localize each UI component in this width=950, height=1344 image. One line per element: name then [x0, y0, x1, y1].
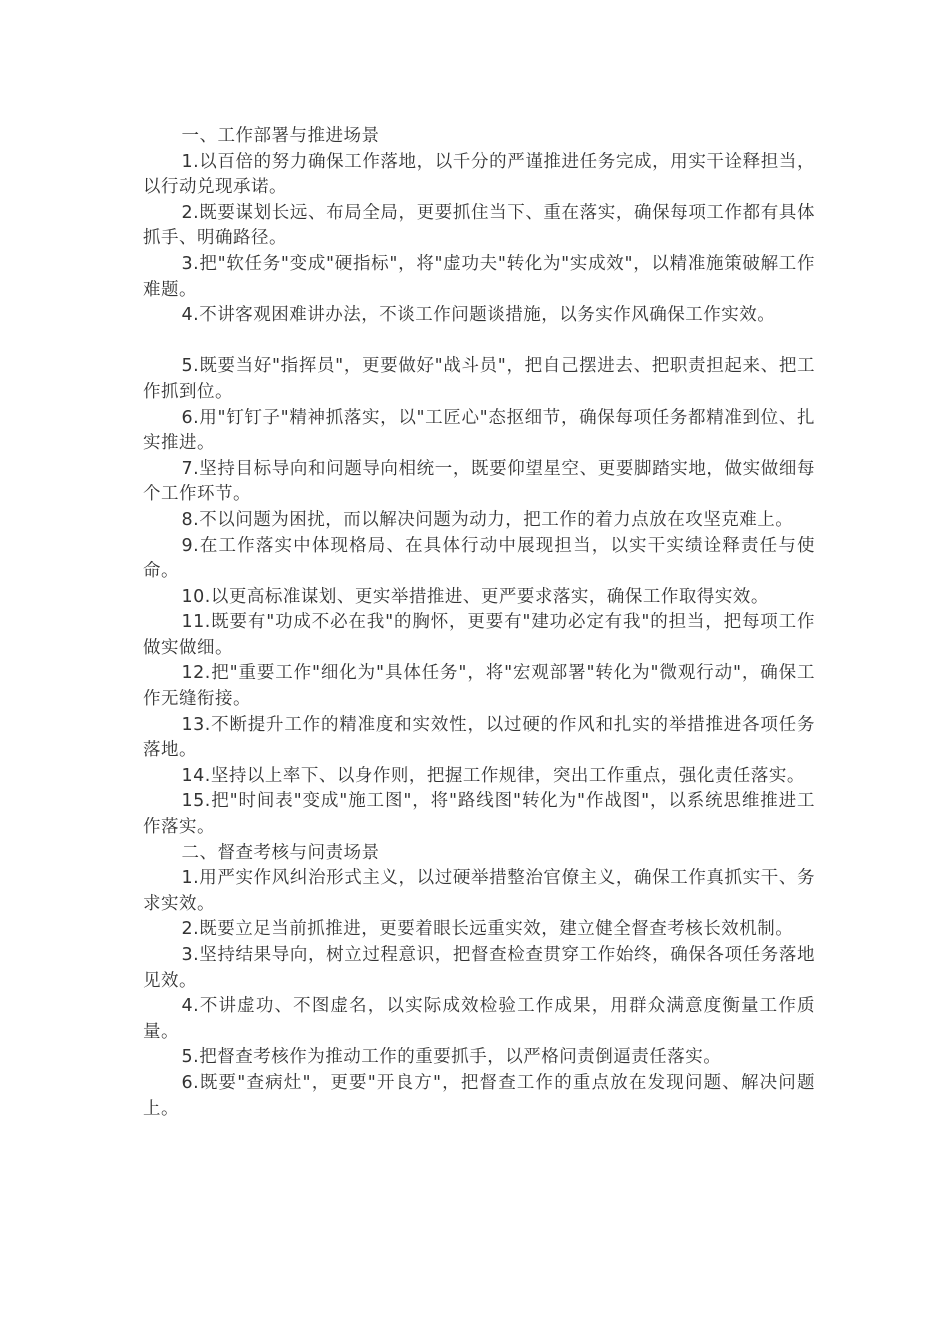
list-item: 2.既要谋划长远、布局全局，更要抓住当下、重在落实，确保每项工作都有具体抓手、明确路径。	[143, 202, 815, 249]
list-item: 1.以百倍的努力确保工作落地，以千分的严谨推进任务完成，用实干诠释担当，以行动兑现承诺。	[143, 151, 815, 198]
document-body	[143, 124, 815, 1122]
section-heading-1: 一、工作部署与推进场景	[181, 126, 380, 146]
list-item: 3.把"软任务"变成"硬指标"，将"虚功夫"转化为"实成效"，以精准施策破解工作难题。	[143, 253, 815, 300]
list-item: 12.把"重要工作"细化为"具体任务"，将"宏观部署"转化为"微观行动"，确保工作无缝衔接。	[143, 663, 815, 710]
list-item: 14.坚持以上率下、以身作则，把握工作规律，突出工作重点，强化责任落实。	[181, 765, 805, 786]
list-item: 6.既要"查病灶"，更要"开良方"，把督查工作的重点放在发现问题、解决问题上。	[143, 1072, 815, 1119]
list-item: 10.以更高标准谋划、更实举措推进、更严要求落实，确保工作取得实效。	[181, 586, 769, 607]
list-item: 5.既要当好"指挥员"，更要做好"战斗员"，把自己摆进去、把职责担起来、把工作抓到位。	[143, 356, 815, 402]
list-item: 4.不讲虚功、不图虚名，以实际成效检验工作成果，用群众满意度衡量工作质量。	[143, 996, 815, 1042]
list-item: 3.坚持结果导向，树立过程意识，把督查检查贯穿工作始终，确保各项任务落地见效。	[143, 945, 815, 991]
list-item: 9.在工作落实中体现格局、在具体行动中展现担当，以实干实绩诠释责任与使命。	[143, 535, 815, 582]
list-item: 2.既要立足当前抓推进，更要着眼长远重实效，建立健全督查考核长效机制。	[181, 919, 794, 940]
list-item: 6.用"钉钉子"精神抓落实，以"工匠心"态抠细节，确保每项任务都精准到位、扎实推进。	[143, 407, 815, 454]
list-item: 7.坚持目标导向和问题导向相统一，既要仰望星空、更要脚踏实地，做实做细每个工作环节。	[143, 458, 815, 505]
list-item: 1.用严实作风纠治形式主义，以过硬举措整治官僚主义，确保工作真抓实干、务求实效。	[143, 868, 815, 914]
list-item: 13.不断提升工作的精准度和实效性，以过硬的作风和扎实的举措推进各项任务落地。	[143, 714, 815, 761]
list-item: 15.把"时间表"变成"施工图"，将"路线图"转化为"作战图"，以系统思维推进工作落实。	[143, 791, 815, 838]
list-item: 8.不以问题为困扰，而以解决问题为动力，把工作的着力点放在攻坚克难上。	[181, 509, 794, 530]
section-heading-2: 二、督查考核与问责场景	[181, 842, 380, 863]
list-item: 5.把督查考核作为推动工作的重要抓手，以严格问责倒逼责任落实。	[181, 1047, 722, 1068]
list-item: 4.不讲客观困难讲办法，不谈工作问题谈措施，以务实作风确保工作实效。	[181, 305, 776, 326]
list-item: 11.既要有"功成不必在我"的胸怀，更要有"建功必定有我"的担当，把每项工作做实做细。	[143, 612, 815, 658]
